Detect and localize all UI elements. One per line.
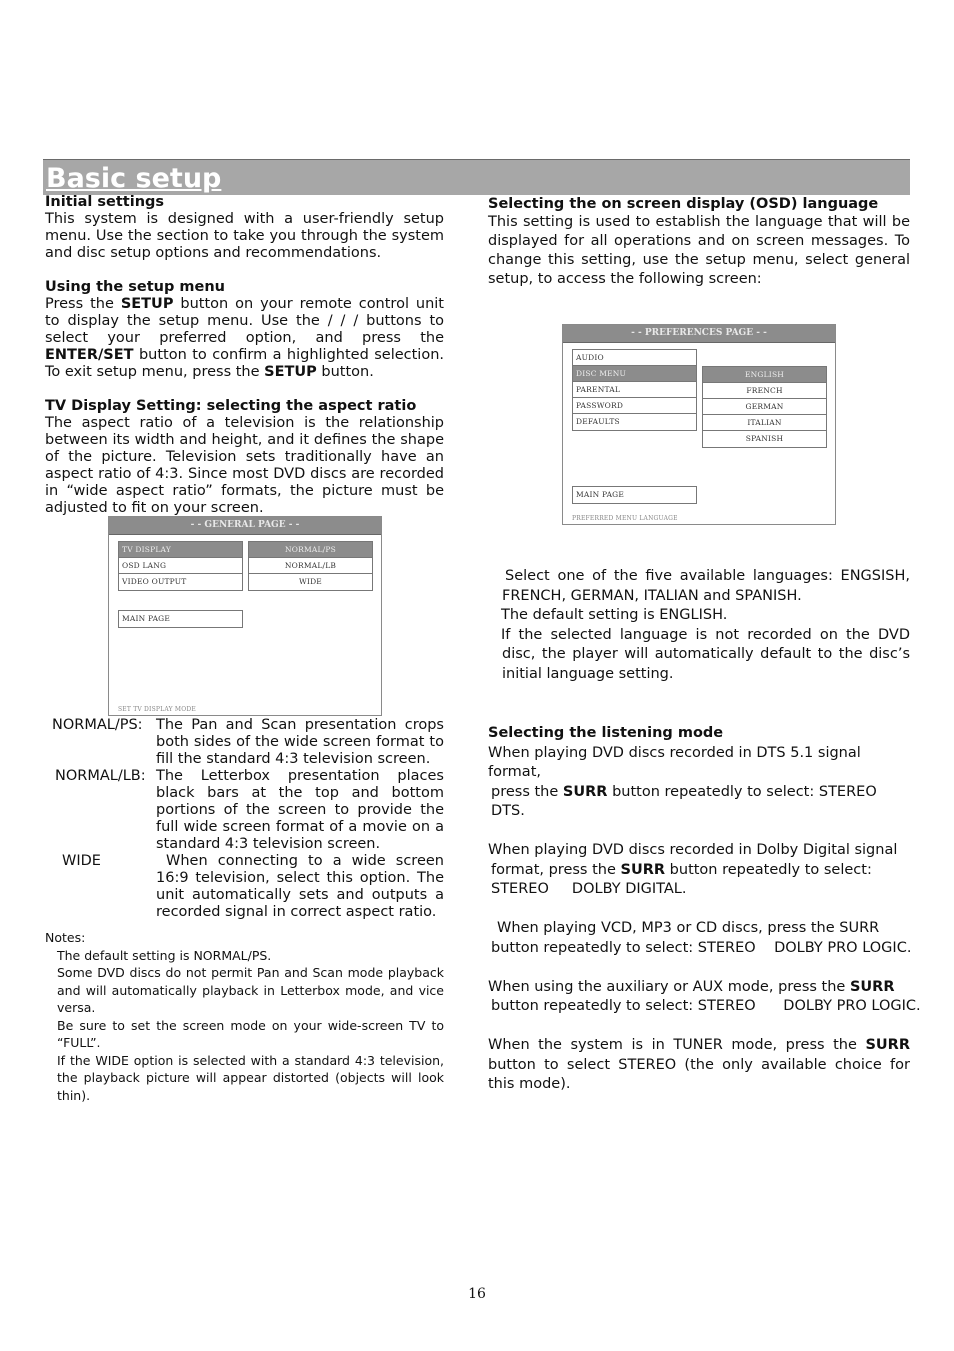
- listening-heading: Selecting the listening mode: [488, 725, 724, 741]
- definition-desc: The Letterbox presentation places black bars at the top and bottom portions of the screen to provide the full wide screen format of a movie on a standard 4:3 television screen.: [156, 768, 444, 852]
- option-item: NORMAL/LB: [249, 558, 372, 574]
- general-menu-list: [118, 541, 243, 591]
- osd-heading: Selecting the on screen display (OSD) language: [488, 196, 879, 212]
- menu-item: OSD LANG: [119, 558, 242, 574]
- aux-line-2: button repeatedly to select: STEREO DOLBY PRO LOGIC.: [491, 998, 921, 1014]
- definition-desc: The Pan and Scan presentation crops both sides of the wide screen format to fill the standard 4:3 television screen.: [156, 717, 444, 767]
- option-item: GERMAN: [703, 399, 826, 415]
- definition-item: [45, 717, 444, 768]
- preferences-main-page-box: [572, 486, 697, 504]
- language-fallback-text: If the selected language is not recorded on the DVD disc, the player will automatically default to the disc’s initial language setting.: [501, 626, 910, 682]
- initial-settings-heading: Initial settings: [45, 194, 165, 210]
- menu-item: PASSWORD: [573, 398, 696, 414]
- preferences-page-header: - - PREFERENCES PAGE - -: [563, 325, 835, 343]
- general-options-list: [248, 541, 373, 591]
- menu-item: AUDIO: [573, 350, 696, 366]
- right-column: [488, 196, 910, 289]
- general-screen-footer: SET TV DISPLAY MODE: [118, 706, 196, 713]
- listening-section: [488, 724, 921, 1095]
- aux-line-1: When using the auxiliary or AUX mode, press the SURR: [488, 978, 895, 995]
- tv-display-heading: TV Display Setting: selecting the aspect ratio: [45, 398, 417, 414]
- definition-item: [45, 768, 444, 853]
- language-default-text: The default setting is ENGLISH.: [501, 607, 728, 623]
- vcd-line-1: When playing VCD, MP3 or CD discs, press the SURR: [497, 920, 880, 936]
- notes-label: Notes:: [45, 930, 86, 945]
- title-banner: [43, 159, 910, 195]
- page-title: Basic setup: [46, 163, 222, 194]
- general-page-header: - - GENERAL PAGE - -: [109, 517, 381, 535]
- using-setup-heading: Using the setup menu: [45, 279, 225, 295]
- osd-text: This setting is used to establish the language that will be displayed for all operations and on screen messages. To change this setting, use the setup menu, select general setup, to access the following screen:: [488, 214, 910, 287]
- dolby-line-3: STEREO DOLBY DIGITAL.: [491, 881, 687, 897]
- tv-display-text: The aspect ratio of a television is the relationship between its width and height, and it defines the shape of the picture. Television sets traditionally have an aspect ratio of 4:3. Since most DVD discs are recorded in “wide aspect ratio” formats, the picture must be adjusted to fit on your screen.: [45, 415, 444, 516]
- preferences-page-screen: [562, 324, 836, 525]
- option-item: SPANISH: [745, 434, 784, 443]
- definition-term: WIDE: [62, 853, 101, 869]
- main-page-item: MAIN PAGE: [576, 490, 625, 499]
- aspect-definitions: [45, 717, 444, 921]
- menu-item: VIDEO OUTPUT: [122, 577, 187, 586]
- notes-section: [45, 929, 444, 1104]
- menu-item: PARENTAL: [573, 382, 696, 398]
- preferences-options-list: [702, 366, 827, 448]
- language-options-text: Select one of the five available languages: ENGSISH, FRENCH, GERMAN, ITALIAN and SPANISH.: [502, 568, 910, 604]
- menu-item: DEFAULTS: [576, 417, 620, 426]
- vcd-line-2: button repeatedly to select: STEREO DOLBY PRO LOGIC.: [491, 939, 912, 956]
- initial-settings-text: This system is designed with a user-friendly setup menu. Use the section to take you through the system and disc setup options and recommendations.: [45, 211, 444, 261]
- option-item: WIDE: [299, 577, 322, 586]
- option-item: NORMAL/PS: [249, 542, 372, 558]
- dts-line-3: DTS.: [491, 803, 525, 819]
- definition-desc: When connecting to a wide screen 16:9 television, select this option. The unit automatically sets and outputs a recorded signal in correct aspect ratio.: [156, 853, 444, 920]
- page-number: 16: [468, 1286, 486, 1302]
- language-section: [488, 567, 910, 684]
- definition-term: NORMAL/PS:: [52, 717, 143, 733]
- definition-item: [45, 853, 444, 921]
- preferences-menu-list: [572, 349, 697, 431]
- tuner-text: When the system is in TUNER mode, press the SURR button to select STEREO (the only available choice for this mode).: [488, 1037, 910, 1092]
- note-item: Be sure to set the screen mode on your wide-screen TV to “FULL”.: [57, 1017, 444, 1050]
- general-page-screen: [108, 516, 382, 716]
- option-item: ENGLISH: [703, 367, 826, 383]
- note-item: The default setting is NORMAL/PS.: [57, 947, 272, 963]
- main-page-item: MAIN PAGE: [122, 614, 171, 623]
- note-item: If the WIDE option is selected with a standard 4:3 television, the playback picture will appear distorted (objects will look thin).: [57, 1052, 444, 1103]
- definition-term: NORMAL/LB:: [55, 768, 146, 784]
- menu-item: TV DISPLAY: [119, 542, 242, 558]
- option-item: FRENCH: [703, 383, 826, 399]
- dolby-line-2: format, press the SURR button repeatedly to select:: [491, 861, 872, 878]
- option-item: ITALIAN: [703, 415, 826, 431]
- dolby-line-1: When playing DVD discs recorded in Dolby Digital signal: [488, 842, 898, 858]
- left-column: [45, 194, 444, 517]
- menu-item: DISC MENU: [573, 366, 696, 382]
- preferences-screen-footer: PREFERRED MENU LANGUAGE: [572, 515, 678, 522]
- using-setup-text: Press the SETUP button on your remote control unit to display the setup menu. Use the / / / buttons to select your preferred option, and press the ENTER/SET button to confirm a highlighted selection. To exit setup menu, press the SETUP button.: [45, 296, 444, 380]
- dts-line-1: When playing DVD discs recorded in DTS 5.1 signal format,: [488, 744, 861, 780]
- note-item: Some DVD discs do not permit Pan and Scan mode playback and will automatically playback in Letterbox mode, and vice versa.: [57, 965, 444, 1015]
- dts-line-2: press the SURR button repeatedly to select: STEREO: [491, 783, 877, 800]
- general-main-page-box: [118, 610, 243, 628]
